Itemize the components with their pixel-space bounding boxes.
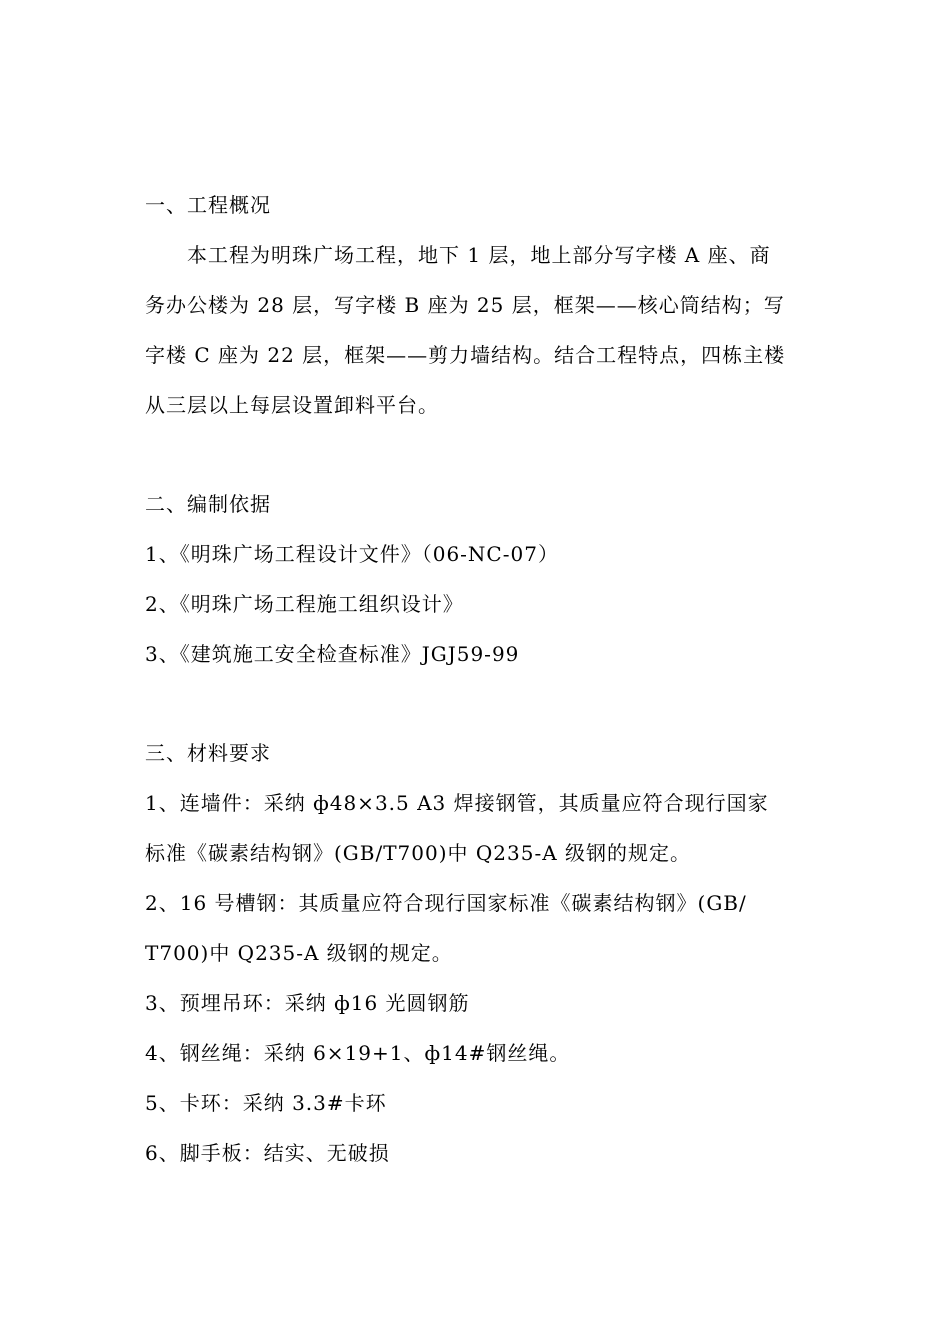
basis-list-item: 1、《明珠广场工程设计文件》（06-NC-07） bbox=[145, 542, 559, 566]
section-heading-basis: 二、编制依据 bbox=[145, 492, 271, 516]
materials-list-line: 标准《碳素结构钢》(GB/T700)中 Q235-A 级钢的规定。 bbox=[145, 841, 692, 865]
materials-list-line: 3、预埋吊环：采纳 ф16 光圆钢筋 bbox=[145, 991, 470, 1015]
section-spacer bbox=[145, 679, 805, 728]
overview-paragraph-line: 从三层以上每层设置卸料平台。 bbox=[145, 393, 439, 417]
materials-list-line: 4、钢丝绳：采纳 6×19+1、ф14#钢丝绳。 bbox=[145, 1041, 571, 1065]
section-spacer bbox=[145, 430, 805, 479]
section-heading-overview: 一、工程概况 bbox=[145, 193, 271, 217]
materials-list-line: 2、16 号槽钢：其质量应符合现行国家标准《碳素结构钢》(GB/ bbox=[145, 891, 747, 915]
section-heading-materials: 三、材料要求 bbox=[145, 741, 271, 765]
overview-paragraph-line: 字楼 C 座为 22 层，框架——剪力墙结构。结合工程特点，四栋主楼 bbox=[145, 343, 786, 367]
document-page bbox=[145, 180, 805, 1178]
materials-list-line: T700)中 Q235-A 级钢的规定。 bbox=[145, 941, 453, 965]
materials-list-line: 5、卡环：采纳 3.3#卡环 bbox=[145, 1091, 387, 1115]
overview-paragraph-line: 本工程为明珠广场工程，地下 1 层，地上部分写字楼 A 座、商 bbox=[187, 243, 771, 267]
basis-list-item: 3、《建筑施工安全检查标准》JGJ59-99 bbox=[145, 642, 520, 666]
materials-list-line: 1、连墙件：采纳 ф48×3.5 A3 焊接钢管，其质量应符合现行国家 bbox=[145, 791, 769, 815]
overview-paragraph-line: 务办公楼为 28 层，写字楼 B 座为 25 层，框架——核心筒结构；写 bbox=[145, 293, 785, 317]
basis-list-item: 2、《明珠广场工程施工组织设计》 bbox=[145, 592, 464, 616]
materials-list-line: 6、脚手板：结实、无破损 bbox=[145, 1141, 390, 1165]
